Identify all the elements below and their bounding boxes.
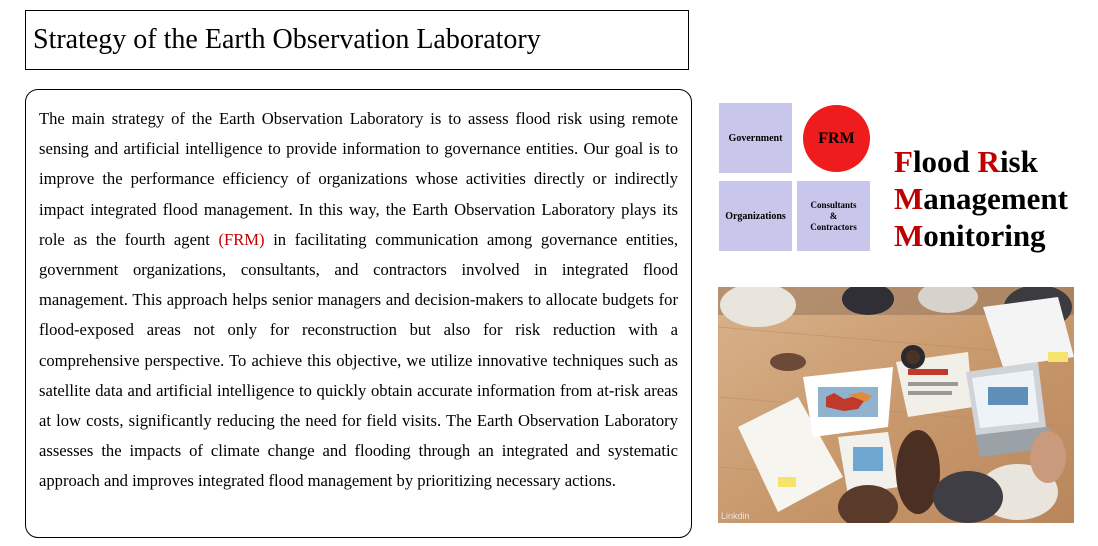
paragraph-part-2: in facilitating communication among governance entities, government organizations, consultants, and contractors involved in integrated flood management. This approach helps senior managers and decision-makers to allocate budgets for flood-exposed areas not only for reconstruction but also for risk reduction with a comprehensive perspective. To achieve this objective, we utilize innovative techniques such as satellite data and artificial intelligence to quickly obtain accurate information from at-risk areas at low costs, significantly reducing the need for field visits. The Earth Observation Laboratory assesses the impacts of climate change and flooding through an integrated and systematic approach and improves integrated flood management by prioritizing necessary actions. — [39, 229, 678, 491]
word-flood-rest: lood — [912, 144, 978, 179]
frm-heading-line-3 — [894, 217, 1068, 254]
frm-heading — [894, 143, 1068, 254]
initial-f: F — [894, 144, 913, 179]
government-cell — [719, 103, 792, 173]
strategy-paragraph — [39, 104, 678, 497]
contractors-label: Contractors — [810, 221, 857, 232]
word-management-rest: anagement — [923, 181, 1068, 216]
ampersand-label: & — [829, 210, 838, 221]
consultants-contractors-cell — [797, 181, 870, 251]
word-monitoring-rest: onitoring — [923, 218, 1046, 253]
frm-circle-label: FRM — [818, 129, 855, 147]
photo-credit: Linkdin — [721, 511, 750, 521]
initial-m-1: M — [894, 181, 924, 216]
meeting-photo — [718, 287, 1074, 523]
initial-m-2: M — [894, 218, 924, 253]
frm-heading-line-2 — [894, 180, 1068, 217]
word-risk-rest: isk — [999, 144, 1038, 179]
meeting-photo-illustration — [718, 287, 1074, 523]
frm-diagram — [719, 103, 879, 253]
frm-heading-line-1 — [894, 143, 1068, 180]
government-label: Government — [728, 132, 783, 144]
organizations-label: Organizations — [725, 210, 786, 222]
page-title-box — [25, 10, 689, 70]
paragraph-part-1: The main strategy of the Earth Observation Laboratory is to assess flood risk using remote sensing and artificial intelligence to provide information to governance entities. Our goal is to improve the performance efficiency of organizations whose activities directly or indirectly impact integrated flood management. In this way, the Earth Observation Laboratory plays its role as the fourth agent — [39, 109, 678, 249]
strategy-text-box — [25, 89, 692, 538]
frm-circle — [803, 105, 870, 172]
consultants-label: Consultants — [810, 199, 857, 210]
organizations-cell — [719, 181, 792, 251]
page-title: Strategy of the Earth Observation Laboratory — [33, 24, 541, 55]
consultants-contractors-label — [810, 200, 857, 233]
initial-r: R — [977, 144, 1000, 179]
frm-highlight: (FRM) — [218, 229, 265, 249]
